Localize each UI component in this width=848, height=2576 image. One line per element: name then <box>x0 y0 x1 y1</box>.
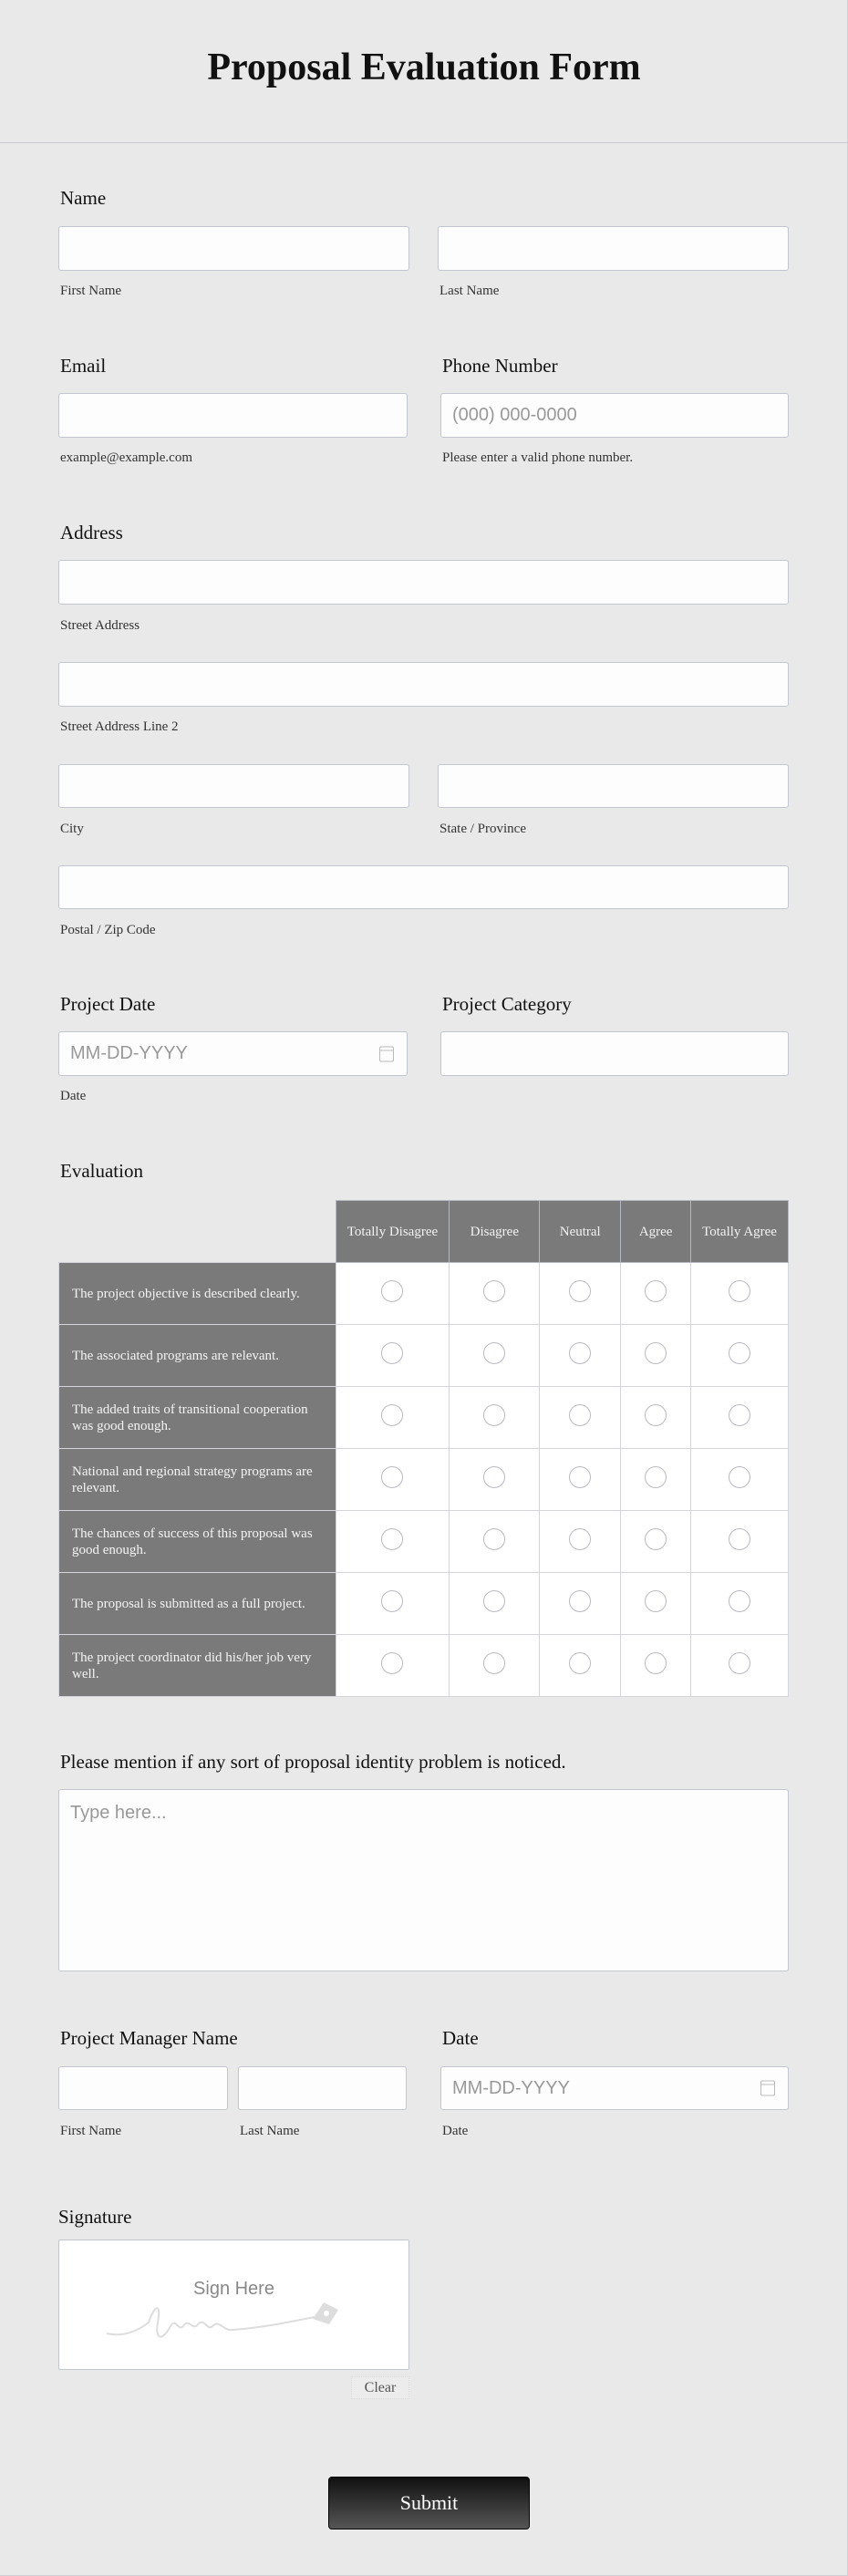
matrix-column-header: Totally Agree <box>691 1201 789 1263</box>
matrix-cell <box>450 1511 540 1573</box>
radio-button[interactable] <box>645 1404 667 1426</box>
phone-sublabel: Please enter a valid phone number. <box>442 450 634 465</box>
matrix-cell <box>621 1511 691 1573</box>
signature-pad[interactable] <box>58 2240 409 2370</box>
matrix-row <box>59 1263 789 1325</box>
date-label: Date <box>442 2027 479 2049</box>
radio-button[interactable] <box>483 1404 505 1426</box>
matrix-cell <box>336 1511 450 1573</box>
radio-button[interactable] <box>729 1528 750 1550</box>
sign-here-placeholder: Sign Here <box>193 2279 274 2299</box>
identity-problem-textarea[interactable] <box>58 1789 789 1971</box>
email-label: Email <box>60 355 107 377</box>
matrix-cell <box>621 1573 691 1635</box>
phone-placeholder: (000) 000-0000 <box>452 405 577 425</box>
matrix-cell <box>336 1635 450 1697</box>
radio-button[interactable] <box>381 1342 403 1364</box>
identity-problem-label: Please mention if any sort of proposal identity problem is noticed. <box>60 1751 566 1773</box>
radio-button[interactable] <box>645 1652 667 1674</box>
date-sublabel: Date <box>442 2124 469 2138</box>
matrix-column-header: Totally Disagree <box>336 1201 450 1263</box>
calendar-icon[interactable] <box>760 2081 775 2096</box>
matrix-cell <box>621 1325 691 1387</box>
radio-button[interactable] <box>381 1280 403 1302</box>
matrix-cell <box>540 1449 621 1511</box>
radio-button[interactable] <box>483 1280 505 1302</box>
matrix-column-header: Agree <box>621 1201 691 1263</box>
city-input[interactable] <box>58 764 409 808</box>
address-label: Address <box>60 522 123 543</box>
matrix-cell <box>336 1573 450 1635</box>
radio-button[interactable] <box>569 1404 591 1426</box>
manager-name-label: Project Manager Name <box>60 2027 238 2049</box>
matrix-cell <box>336 1263 450 1325</box>
matrix-row-label: National and regional strategy programs are relevant. <box>59 1449 336 1511</box>
evaluation-matrix <box>58 1200 789 1697</box>
last-name-input[interactable] <box>438 226 789 271</box>
matrix-row <box>59 1573 789 1635</box>
radio-button[interactable] <box>729 1652 750 1674</box>
matrix-row <box>59 1511 789 1573</box>
matrix-cell <box>691 1573 789 1635</box>
radio-button[interactable] <box>381 1652 403 1674</box>
radio-button[interactable] <box>729 1404 750 1426</box>
matrix-row-label: The project coordinator did his/her job very well. <box>59 1635 336 1697</box>
submit-button[interactable]: Submit <box>328 2477 530 2529</box>
radio-button[interactable] <box>569 1590 591 1612</box>
project-date-sublabel: Date <box>60 1089 87 1103</box>
matrix-cell <box>540 1635 621 1697</box>
matrix-cell <box>691 1387 789 1449</box>
matrix-cell <box>691 1325 789 1387</box>
matrix-cell <box>621 1387 691 1449</box>
radio-button[interactable] <box>569 1280 591 1302</box>
matrix-row <box>59 1449 789 1511</box>
matrix-row-label: The chances of success of this proposal was good enough. <box>59 1511 336 1573</box>
project-date-input[interactable] <box>58 1031 408 1076</box>
matrix-corner <box>59 1201 336 1263</box>
date-placeholder: MM-DD-YYYY <box>452 2077 570 2098</box>
matrix-row-label: The added traits of transitional cooperation was good enough. <box>59 1387 336 1449</box>
form-title: Proposal Evaluation Form <box>207 47 641 88</box>
radio-button[interactable] <box>645 1342 667 1364</box>
project-date-placeholder: MM-DD-YYYY <box>70 1043 188 1063</box>
matrix-cell <box>336 1449 450 1511</box>
matrix-cell <box>691 1635 789 1697</box>
signature-scribble-icon <box>105 2295 360 2350</box>
radio-button[interactable] <box>381 1466 403 1488</box>
matrix-row-label: The proposal is submitted as a full project. <box>59 1573 336 1635</box>
street-address-input[interactable] <box>58 560 789 605</box>
radio-button[interactable] <box>569 1528 591 1550</box>
radio-button[interactable] <box>569 1652 591 1674</box>
matrix-cell <box>540 1263 621 1325</box>
matrix-cell <box>336 1387 450 1449</box>
evaluation-label: Evaluation <box>60 1160 143 1182</box>
city-sublabel: City <box>60 822 84 836</box>
radio-button[interactable] <box>729 1466 750 1488</box>
phone-input[interactable] <box>440 393 789 438</box>
street-address-2-input[interactable] <box>58 662 789 707</box>
radio-button[interactable] <box>483 1652 505 1674</box>
radio-button[interactable] <box>381 1404 403 1426</box>
matrix-row-label: The associated programs are relevant. <box>59 1325 336 1387</box>
matrix-row <box>59 1635 789 1697</box>
manager-first-name-input[interactable] <box>58 2066 228 2110</box>
matrix-cell <box>540 1325 621 1387</box>
matrix-cell <box>450 1387 540 1449</box>
project-date-label: Project Date <box>60 993 156 1015</box>
matrix-cell <box>621 1635 691 1697</box>
radio-button[interactable] <box>729 1280 750 1302</box>
matrix-cell <box>450 1449 540 1511</box>
name-label: Name <box>60 187 107 209</box>
matrix-row <box>59 1387 789 1449</box>
matrix-row <box>59 1325 789 1387</box>
radio-button[interactable] <box>645 1466 667 1488</box>
date-input[interactable] <box>440 2066 789 2110</box>
matrix-cell <box>450 1263 540 1325</box>
postal-input[interactable] <box>58 865 789 909</box>
manager-last-name-input[interactable] <box>238 2066 407 2110</box>
radio-button[interactable] <box>483 1528 505 1550</box>
matrix-cell <box>540 1511 621 1573</box>
matrix-cell <box>691 1449 789 1511</box>
radio-button[interactable] <box>381 1528 403 1550</box>
radio-button[interactable] <box>729 1342 750 1364</box>
manager-first-name-sublabel: First Name <box>60 2124 122 2138</box>
radio-button[interactable] <box>569 1466 591 1488</box>
radio-button[interactable] <box>645 1590 667 1612</box>
street-address-2-sublabel: Street Address Line 2 <box>60 719 179 734</box>
textarea-placeholder: Type here... <box>70 1803 167 1823</box>
matrix-cell <box>621 1449 691 1511</box>
matrix-cell <box>691 1511 789 1573</box>
signature-label: Signature <box>58 2206 132 2228</box>
matrix-cell <box>540 1387 621 1449</box>
radio-button[interactable] <box>483 1466 505 1488</box>
state-sublabel: State / Province <box>440 822 526 836</box>
matrix-column-header: Disagree <box>450 1201 540 1263</box>
email-sublabel: example@example.com <box>60 450 193 465</box>
first-name-input[interactable] <box>58 226 409 271</box>
project-category-input[interactable] <box>440 1031 789 1076</box>
matrix-row-label: The project objective is described clearly. <box>59 1263 336 1325</box>
phone-label: Phone Number <box>442 355 558 377</box>
first-name-sublabel: First Name <box>60 284 122 298</box>
matrix-cell <box>540 1573 621 1635</box>
clear-signature-button[interactable]: Clear <box>351 2376 409 2399</box>
last-name-sublabel: Last Name <box>440 284 500 298</box>
project-category-label: Project Category <box>442 993 572 1015</box>
matrix-cell <box>621 1263 691 1325</box>
radio-button[interactable] <box>569 1342 591 1364</box>
street-address-sublabel: Street Address <box>60 618 140 633</box>
radio-button[interactable] <box>729 1590 750 1612</box>
calendar-icon[interactable] <box>379 1046 394 1061</box>
radio-button[interactable] <box>645 1280 667 1302</box>
matrix-cell <box>336 1325 450 1387</box>
header-divider <box>0 142 848 143</box>
manager-last-name-sublabel: Last Name <box>240 2124 300 2138</box>
matrix-cell <box>450 1573 540 1635</box>
radio-button[interactable] <box>483 1590 505 1612</box>
matrix-cell <box>450 1325 540 1387</box>
radio-button[interactable] <box>645 1528 667 1550</box>
matrix-cell <box>450 1635 540 1697</box>
postal-sublabel: Postal / Zip Code <box>60 923 156 937</box>
matrix-column-header: Neutral <box>540 1201 621 1263</box>
radio-button[interactable] <box>381 1590 403 1612</box>
email-input[interactable] <box>58 393 408 438</box>
state-input[interactable] <box>438 764 789 808</box>
radio-button[interactable] <box>483 1342 505 1364</box>
matrix-cell <box>691 1263 789 1325</box>
